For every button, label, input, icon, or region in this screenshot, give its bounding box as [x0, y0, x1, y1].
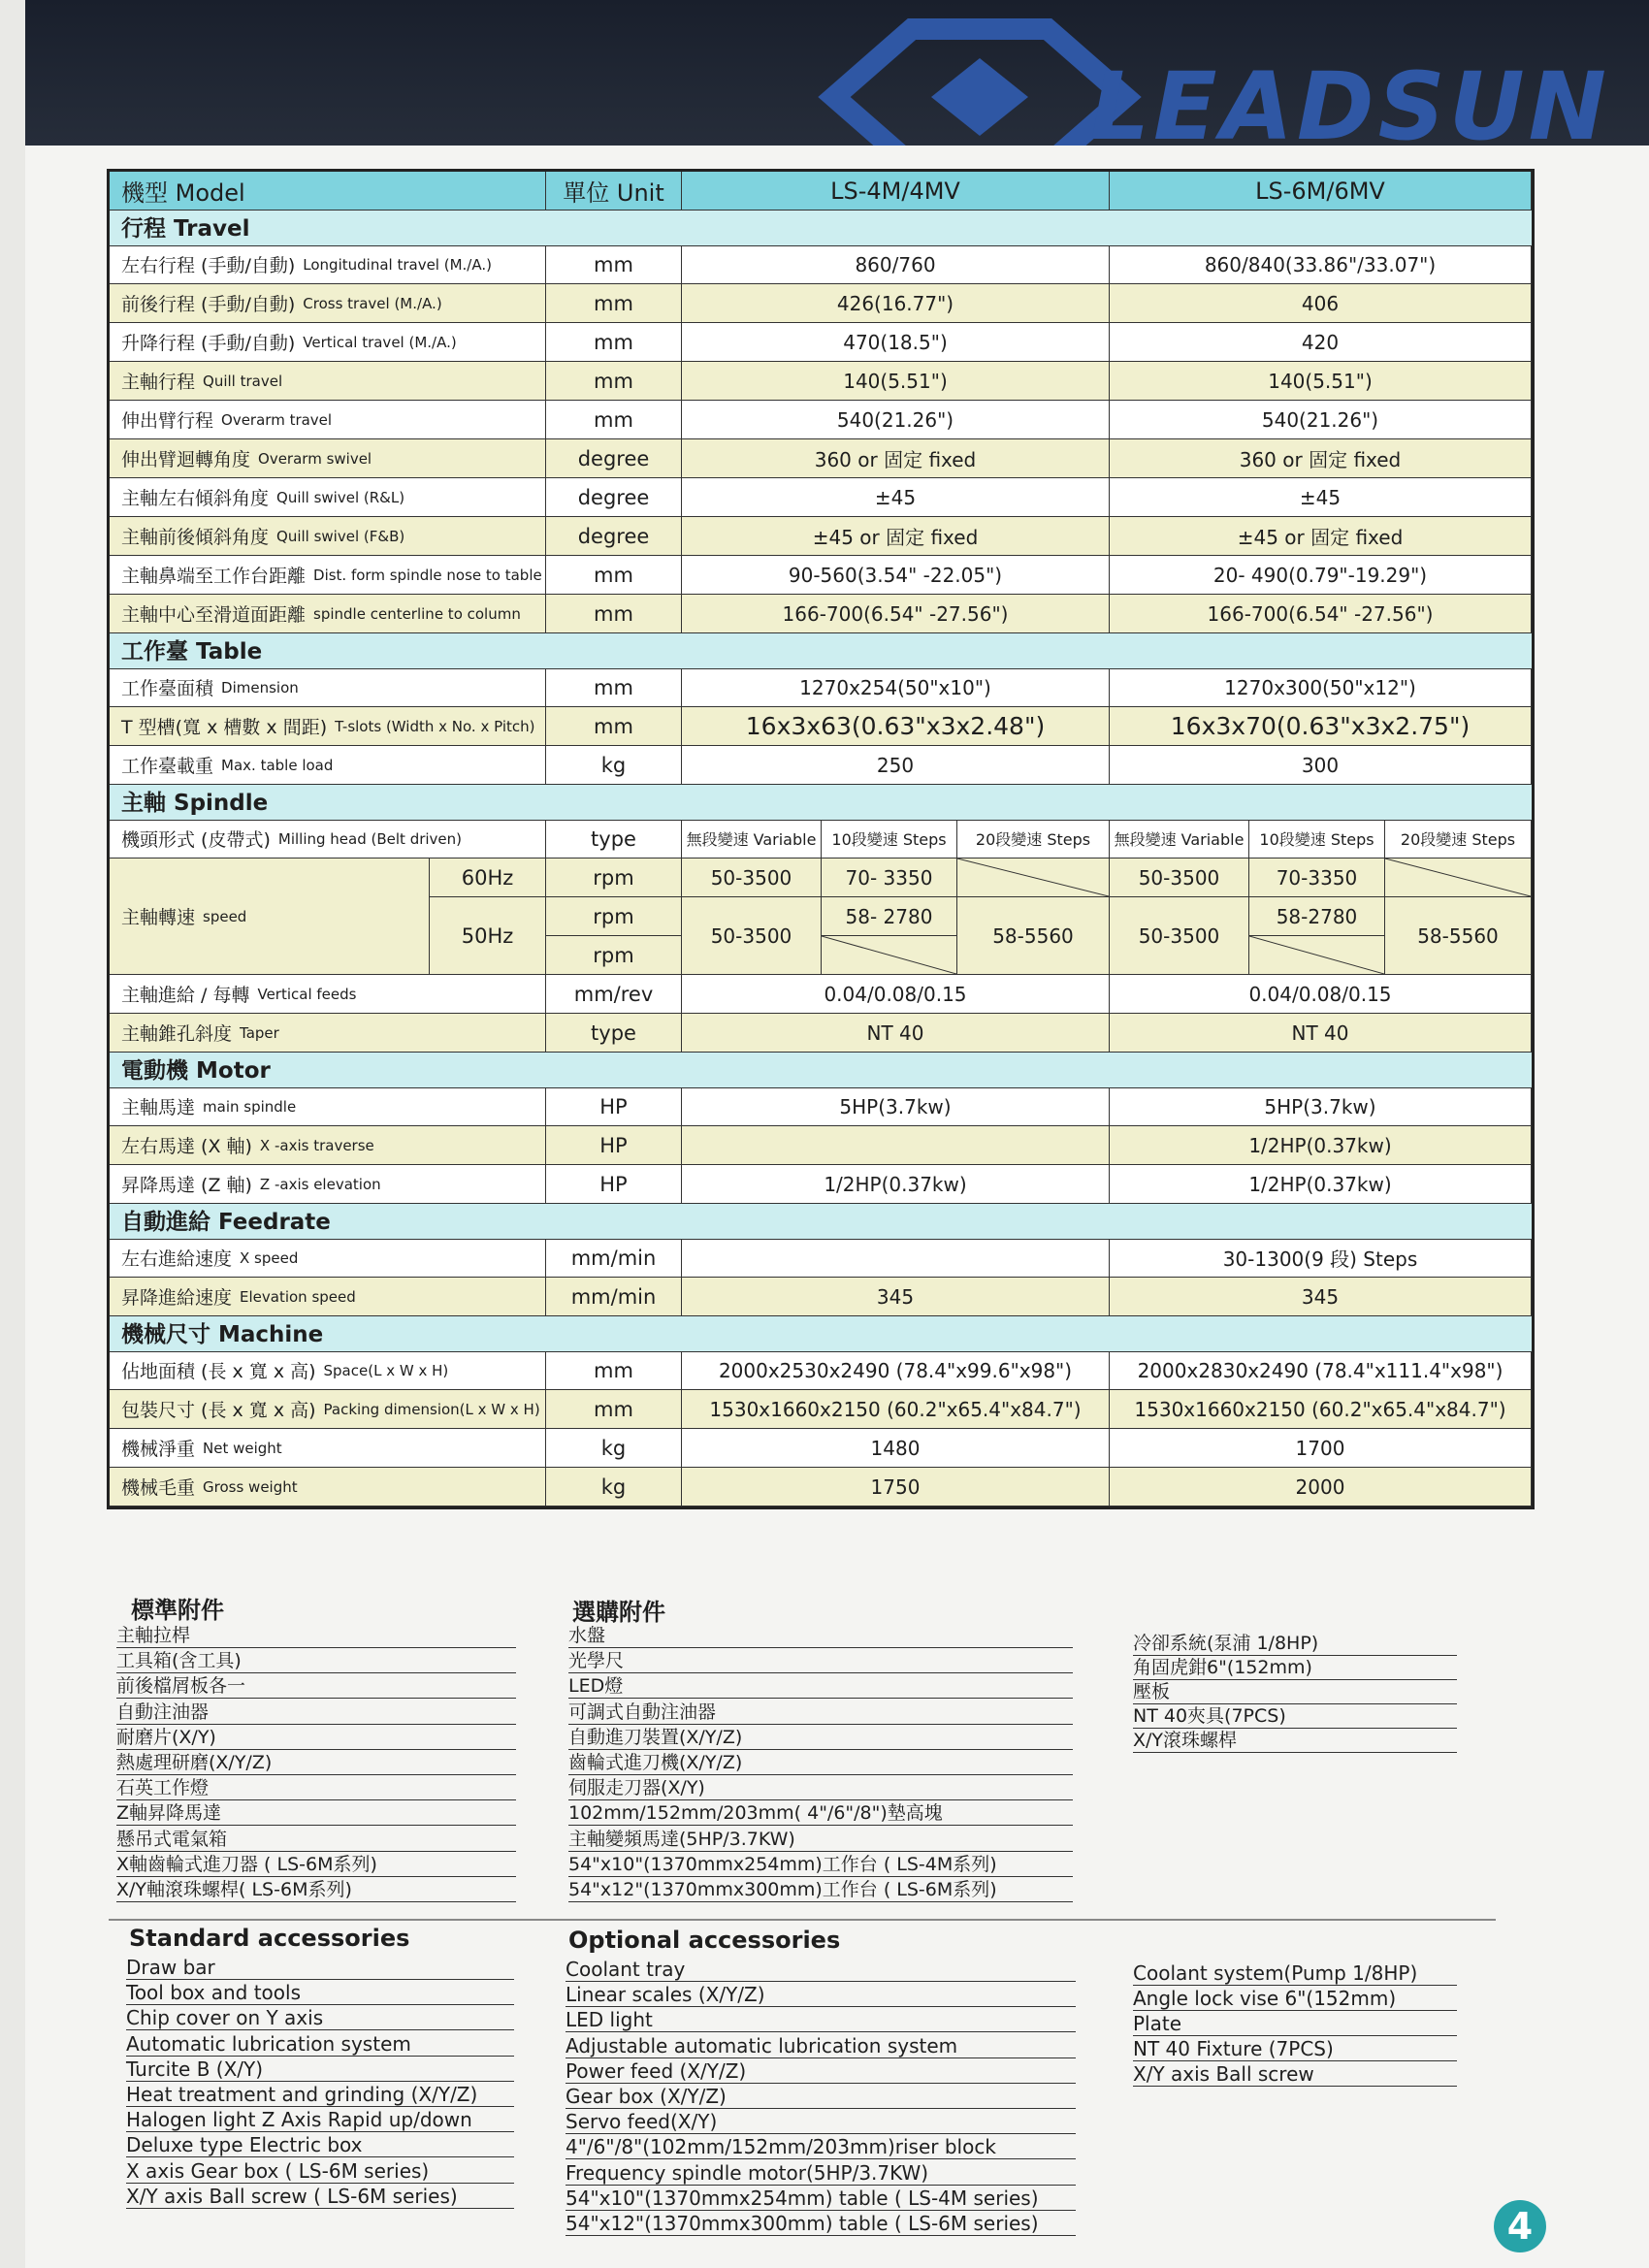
std-acc-zh-item: 懸吊式電氣箱 — [116, 1828, 516, 1852]
spec-label — [110, 668, 546, 707]
spec-row — [110, 439, 1532, 478]
std-acc-zh-item: 前後檔屑板各一 — [116, 1674, 516, 1699]
unit-cell: HP — [546, 1087, 682, 1126]
std-acc-zh-item: X軸齒輪式進刀器 ( LS-6M系列) — [116, 1853, 516, 1877]
spec-label — [110, 1165, 546, 1204]
spec-row — [110, 556, 1532, 595]
spec-label-en: speed — [203, 907, 247, 925]
spec-label-en: Longitudinal travel (M./A.) — [303, 255, 492, 274]
section-title: 自動進給 Feedrate — [121, 1210, 331, 1235]
std-acc-item: Turcite B (X/Y) — [126, 2057, 514, 2082]
spec-label-zh: 主軸左右傾斜角度 — [121, 488, 270, 509]
value-ls6m: 1/2HP(0.37kw) — [1110, 1126, 1532, 1165]
section-title: 主軸 Spindle — [121, 791, 269, 816]
spec-label-en: Taper — [240, 1023, 279, 1042]
empty-cell-slash — [1249, 936, 1384, 974]
std-acc-zh-item: X/Y軸滾珠螺桿( LS-6M系列) — [116, 1878, 516, 1902]
spec-label — [110, 284, 546, 323]
opt-acc-item: Frequency spindle motor(5HP/3.7KW) — [566, 2161, 1076, 2186]
spec-label-zh: 前後行程 (手動/自動) — [121, 294, 296, 315]
opt-acc-zh-item: 伺服走刀器(X/Y) — [568, 1776, 1073, 1800]
hz-60: 60Hz — [430, 859, 546, 897]
spec-row — [110, 1087, 1532, 1126]
spec-label-zh: 主軸錐孔斜度 — [121, 1023, 233, 1045]
spec-label — [110, 478, 546, 517]
speed-50-ls6m-20step: 58-5560 — [1385, 897, 1532, 975]
spec-label-zh: 工作臺載重 — [121, 756, 214, 777]
header-model: 機型 Model — [110, 172, 546, 211]
std-acc-zh-item: 主軸拉桿 — [116, 1624, 516, 1648]
value-ls6m: ±45 or 固定 fixed — [1110, 517, 1532, 556]
header-unit: 單位 Unit — [546, 172, 682, 211]
value-ls4m: 250 — [682, 746, 1110, 785]
value-ls6m: 420 — [1110, 323, 1532, 362]
spindle-head-row — [110, 820, 1532, 859]
std-acc-zh-item: Z軸昇降馬達 — [116, 1801, 516, 1826]
page-number: 4 — [1494, 2200, 1546, 2252]
spec-label — [110, 245, 546, 284]
spec-label — [110, 323, 546, 362]
spec-row — [110, 245, 1532, 284]
spec-label-zh: 機械毛重 — [121, 1477, 196, 1499]
spec-row — [110, 1429, 1532, 1468]
unit-cell: type — [546, 1014, 682, 1053]
spec-row — [110, 517, 1532, 556]
unit-cell: degree — [546, 478, 682, 517]
unit-cell: HP — [546, 1165, 682, 1204]
value-ls4m: ±45 — [682, 478, 1110, 517]
spec-row — [110, 1278, 1532, 1316]
opt-acc-item-extra: Coolant system(Pump 1/8HP) — [1133, 1961, 1457, 1986]
spec-label-zh: 主軸中心至滑道面距離 — [121, 604, 307, 626]
std-acc-item: Automatic lubrication system — [126, 2032, 514, 2057]
std-acc-zh-item: 工具箱(含工具) — [116, 1649, 516, 1673]
opt-acc-zh-item-extra: 壓板 — [1133, 1680, 1457, 1704]
value-ls6m: 166-700(6.54" -27.56") — [1110, 595, 1532, 633]
spec-label — [110, 1239, 546, 1278]
spec-label — [110, 362, 546, 401]
value-ls4m — [682, 1126, 1110, 1165]
opt-acc-zh-item: 主軸變頻馬達(5HP/3.7KW) — [568, 1828, 1073, 1852]
value-ls6m: 360 or 固定 fixed — [1110, 439, 1532, 478]
value-ls4m: ±45 or 固定 fixed — [682, 517, 1110, 556]
rpm-unit: rpm — [546, 897, 682, 936]
section-header — [110, 1316, 1532, 1352]
speed-50-ls4m-10step-empty — [822, 936, 957, 975]
spec-label-en: Quill travel — [203, 372, 283, 390]
section-title: 電動機 Motor — [121, 1058, 271, 1084]
spec-label — [110, 1390, 546, 1429]
value-ls6m: NT 40 — [1110, 1014, 1532, 1053]
opt-acc-zh-item: 54"x10"(1370mmx254mm)工作台 ( LS-4M系列) — [568, 1853, 1073, 1877]
spec-label-zh: 主軸前後傾斜角度 — [121, 527, 270, 548]
value-ls6m: 30-1300(9 段) Steps — [1110, 1239, 1532, 1278]
section-title: 行程 Travel — [121, 216, 250, 242]
speed-50-ls4m-20step: 58-5560 — [957, 897, 1110, 975]
spec-label-en: Vertical feeds — [257, 985, 357, 1003]
spec-label-en: Cross travel (M./A.) — [303, 294, 442, 312]
std-acc-item: Chip cover on Y axis — [126, 2006, 514, 2030]
opt-acc-item: 4"/6"/8"(102mm/152mm/203mm)riser block — [566, 2135, 1076, 2159]
unit-cell: kg — [546, 1429, 682, 1468]
speed-50-ls4m-variable: 50-3500 — [682, 897, 822, 975]
value-ls6m: 20- 490(0.79"-19.29") — [1110, 556, 1532, 595]
spec-label — [110, 746, 546, 785]
opt-acc-zh-item-extra: NT 40夾具(7PCS) — [1133, 1704, 1457, 1729]
spec-label-en: main spindle — [203, 1097, 297, 1116]
opt-acc-item-extra: Plate — [1133, 2012, 1457, 2036]
unit-cell: mm/min — [546, 1278, 682, 1316]
unit-cell: kg — [546, 1468, 682, 1507]
opt-acc-item: Adjustable automatic lubrication system — [566, 2034, 1076, 2058]
spec-row — [110, 975, 1532, 1014]
value-ls4m: 1/2HP(0.37kw) — [682, 1165, 1110, 1204]
value-ls6m: 300 — [1110, 746, 1532, 785]
opt-acc-item: Coolant tray — [566, 1958, 1076, 1982]
speed-60-ls4m-20step — [957, 859, 1110, 897]
opt-acc-zh-item: 54"x12"(1370mmx300mm)工作台 ( LS-6M系列) — [568, 1878, 1073, 1902]
rpm-unit: rpm — [546, 936, 682, 975]
spec-label-zh: 左右進給速度 — [121, 1248, 233, 1270]
value-ls4m: 166-700(6.54" -27.56") — [682, 595, 1110, 633]
spec-label-zh: 主軸鼻端至工作台距離 — [121, 566, 307, 587]
spec-row — [110, 362, 1532, 401]
std-acc-zh-item: 自動注油器 — [116, 1701, 516, 1725]
opt-acc-zh-item: 齒輪式進刀機(X/Y/Z) — [568, 1751, 1073, 1775]
opt-acc-item: Gear box (X/Y/Z) — [566, 2085, 1076, 2109]
spec-label-zh: 左右馬達 (X 軸) — [121, 1136, 252, 1157]
value-ls6m: 540(21.26") — [1110, 401, 1532, 439]
spec-label — [110, 595, 546, 633]
unit-cell: mm — [546, 284, 682, 323]
value-ls4m: NT 40 — [682, 1014, 1110, 1053]
value-ls4m: 140(5.51") — [682, 362, 1110, 401]
opt-acc-item: 54"x10"(1370mmx254mm) table ( LS-4M series) — [566, 2187, 1076, 2211]
spec-row — [110, 1014, 1532, 1053]
rpm-unit: rpm — [546, 859, 682, 897]
spindle-type-5: 20段變速 Steps — [1385, 820, 1532, 859]
value-ls4m: 360 or 固定 fixed — [682, 439, 1110, 478]
spec-label — [110, 401, 546, 439]
spec-label-en: Net weight — [203, 1439, 282, 1457]
empty-cell-slash — [957, 859, 1109, 896]
spec-label — [110, 859, 430, 975]
value-ls6m: 5HP(3.7kw) — [1110, 1087, 1532, 1126]
empty-cell-slash — [1385, 859, 1531, 896]
spec-label-zh: 伸出臂行程 — [121, 410, 214, 432]
brand-header — [25, 0, 1649, 161]
spec-label-zh: 工作臺面積 — [121, 678, 214, 699]
unit-cell: mm — [546, 1351, 682, 1390]
opt-acc-zh-item-extra: 角固虎鉗6"(152mm) — [1133, 1656, 1457, 1680]
value-ls6m: 2000x2830x2490 (78.4"x111.4"x98") — [1110, 1351, 1532, 1390]
spec-label-en: Quill swivel (F&B) — [276, 527, 405, 545]
value-ls6m: 1/2HP(0.37kw) — [1110, 1165, 1532, 1204]
spindle-type-2: 20段變速 Steps — [957, 820, 1110, 859]
spec-label-zh: 昇降進給速度 — [121, 1287, 233, 1309]
std-acc-item: X axis Gear box ( LS-6M series) — [126, 2159, 514, 2184]
opt-acc-item: LED light — [566, 2008, 1076, 2032]
unit-cell: mm — [546, 362, 682, 401]
value-ls4m — [682, 1239, 1110, 1278]
std-acc-item: X/Y axis Ball screw ( LS-6M series) — [126, 2185, 514, 2209]
brand-name: LEADSUN — [1089, 52, 1610, 161]
unit-cell: degree — [546, 517, 682, 556]
section-divider — [109, 1919, 1496, 1921]
section-header — [110, 633, 1532, 669]
spec-label-en: Gross weight — [203, 1477, 298, 1496]
spec-label — [110, 439, 546, 478]
value-ls6m: 1700 — [1110, 1429, 1532, 1468]
value-ls6m: 16x3x70(0.63"x3x2.75") — [1110, 707, 1532, 746]
value-ls4m: 470(18.5") — [682, 323, 1110, 362]
unit-cell: mm — [546, 245, 682, 284]
section-header — [110, 785, 1532, 821]
unit-cell: degree — [546, 439, 682, 478]
spec-label-zh: 主軸行程 — [121, 372, 196, 393]
spec-row — [110, 478, 1532, 517]
unit-cell: HP — [546, 1126, 682, 1165]
header-ls4m: LS-4M/4MV — [682, 172, 1110, 211]
value-ls4m: 2000x2530x2490 (78.4"x99.6"x98") — [682, 1351, 1110, 1390]
table-header — [110, 172, 1532, 211]
spec-label-en: Elevation speed — [240, 1287, 356, 1306]
spec-label-zh: T 型槽(寬 x 槽數 x 間距) — [121, 717, 328, 738]
spec-label-en: Dimension — [221, 678, 299, 697]
value-ls6m: 860/840(33.86"/33.07") — [1110, 245, 1532, 284]
spec-row — [110, 1239, 1532, 1278]
unit-cell: mm — [546, 556, 682, 595]
value-ls6m: 2000 — [1110, 1468, 1532, 1507]
value-ls6m: 1270x300(50"x12") — [1110, 668, 1532, 707]
speed-50-ls4m-10step: 58- 2780 — [822, 897, 957, 936]
spec-label-en: Overarm travel — [221, 410, 333, 429]
spec-label-en: T-slots (Width x No. x Pitch) — [335, 717, 535, 735]
spec-label-zh: 主軸馬達 — [121, 1097, 196, 1118]
spec-label — [110, 1087, 546, 1126]
spec-label — [110, 1351, 546, 1390]
value-ls4m: 1480 — [682, 1429, 1110, 1468]
value-ls6m: 1530x1660x2150 (60.2"x65.4"x84.7") — [1110, 1390, 1532, 1429]
value-ls6m: 0.04/0.08/0.15 — [1110, 975, 1532, 1014]
optional-accessories-zh-title: 選購附件 — [572, 1599, 665, 1626]
spec-label-zh: 主軸轉速 — [121, 907, 196, 928]
spec-row — [110, 1390, 1532, 1429]
value-ls6m: ±45 — [1110, 478, 1532, 517]
spec-row — [110, 746, 1532, 785]
hz-50: 50Hz — [430, 897, 546, 975]
empty-cell-slash — [822, 936, 956, 974]
section-title: 機械尺寸 Machine — [121, 1322, 324, 1347]
value-ls4m: 5HP(3.7kw) — [682, 1087, 1110, 1126]
opt-acc-zh-item-extra: X/Y滾珠螺桿 — [1133, 1729, 1457, 1753]
speed-60-ls4m-10step: 70- 3350 — [822, 859, 957, 897]
section-title: 工作臺 Table — [121, 639, 263, 664]
value-ls4m: 90-560(3.54" -22.05") — [682, 556, 1110, 595]
spec-label — [110, 1429, 546, 1468]
std-acc-item: Tool box and tools — [126, 1981, 514, 2005]
spec-label-zh: 佔地面積 (長 x 寬 x 高) — [121, 1361, 316, 1382]
value-ls6m: 345 — [1110, 1278, 1532, 1316]
section-header — [110, 211, 1532, 246]
unit-cell: mm — [546, 323, 682, 362]
spec-label-zh: 機械淨重 — [121, 1439, 196, 1460]
spec-row — [110, 1468, 1532, 1507]
spec-label — [110, 1468, 546, 1507]
opt-acc-item: Power feed (X/Y/Z) — [566, 2059, 1076, 2084]
unit-cell: mm — [546, 1390, 682, 1429]
opt-acc-item: Linear scales (X/Y/Z) — [566, 1983, 1076, 2007]
spindle-type-0: 無段變速 Variable — [682, 820, 822, 859]
speed-50-ls6m-10step: 58-2780 — [1249, 897, 1385, 936]
spec-label-zh: 機頭形式 (皮帶式) — [121, 829, 271, 851]
speed-50-ls6m-variable: 50-3500 — [1110, 897, 1249, 975]
speed-60-ls4m-variable: 50-3500 — [682, 859, 822, 897]
spec-label-en: Quill swivel (R&L) — [276, 488, 405, 506]
spindle-speed-block — [110, 859, 1532, 975]
unit-cell: kg — [546, 746, 682, 785]
spec-label-zh: 包裝尺寸 (長 x 寬 x 高) — [121, 1400, 316, 1421]
spec-label-en: X -axis traverse — [259, 1136, 374, 1154]
spec-label-en: Z -axis elevation — [259, 1175, 381, 1193]
spec-label — [110, 975, 546, 1014]
spec-row — [110, 668, 1532, 707]
speed-60-ls6m-variable: 50-3500 — [1110, 859, 1249, 897]
spec-label-zh: 主軸進給 / 每轉 — [121, 985, 250, 1006]
standard-accessories-title: Standard accessories — [129, 1925, 410, 1952]
speed-50-ls6m-10step-empty — [1249, 936, 1385, 975]
speed-60-ls6m-20step — [1385, 859, 1532, 897]
spec-row — [110, 1165, 1532, 1204]
opt-acc-item: 54"x12"(1370mmx300mm) table ( LS-6M series) — [566, 2212, 1076, 2236]
opt-acc-item-extra: NT 40 Fixture (7PCS) — [1133, 2037, 1457, 2061]
section-header — [110, 1204, 1532, 1240]
page-edge — [0, 0, 25, 2268]
unit-cell: mm/min — [546, 1239, 682, 1278]
spec-label-en: spindle centerline to column — [313, 604, 521, 623]
opt-acc-zh-item: 可調式自動注油器 — [568, 1701, 1073, 1725]
std-acc-zh-item: 熱處理研磨(X/Y/Z) — [116, 1751, 516, 1775]
unit-cell: type — [546, 820, 682, 859]
value-ls4m: 426(16.77") — [682, 284, 1110, 323]
spec-label-en: Vertical travel (M./A.) — [303, 333, 457, 351]
value-ls6m: 406 — [1110, 284, 1532, 323]
spec-label — [110, 1014, 546, 1053]
spec-row — [110, 323, 1532, 362]
speed-60-ls6m-10step: 70-3350 — [1249, 859, 1385, 897]
spec-label — [110, 1278, 546, 1316]
spec-row — [110, 401, 1532, 439]
value-ls4m: 1270x254(50"x10") — [682, 668, 1110, 707]
optional-accessories-title: Optional accessories — [568, 1927, 841, 1954]
spec-label-zh: 昇降馬達 (Z 軸) — [121, 1175, 252, 1196]
opt-acc-item-extra: X/Y axis Ball screw — [1133, 2062, 1457, 2087]
value-ls4m: 0.04/0.08/0.15 — [682, 975, 1110, 1014]
opt-acc-zh-item: 水盤 — [568, 1624, 1073, 1648]
section-header — [110, 1053, 1532, 1088]
value-ls4m: 1530x1660x2150 (60.2"x65.4"x84.7") — [682, 1390, 1110, 1429]
spec-row — [110, 284, 1532, 323]
unit-cell: mm — [546, 595, 682, 633]
spindle-type-1: 10段變速 Steps — [822, 820, 957, 859]
spec-row — [110, 595, 1532, 633]
opt-acc-zh-item: 自動進刀裝置(X/Y/Z) — [568, 1726, 1073, 1750]
spindle-type-3: 無段變速 Variable — [1110, 820, 1249, 859]
opt-acc-zh-item: 102mm/152mm/203mm( 4"/6"/8")墊高塊 — [568, 1801, 1073, 1826]
spec-label-zh: 升降行程 (手動/自動) — [121, 333, 296, 354]
std-acc-zh-item: 耐磨片(X/Y) — [116, 1726, 516, 1750]
spec-label-en: Packing dimension(L x W x H) — [323, 1400, 540, 1418]
spec-label — [110, 556, 546, 595]
opt-acc-zh-item-extra: 冷卻系統(泵浦 1/8HP) — [1133, 1632, 1457, 1656]
spec-label-en: Max. table load — [221, 756, 334, 774]
spec-row — [110, 1351, 1532, 1390]
opt-acc-zh-item: 光學尺 — [568, 1649, 1073, 1673]
unit-cell: mm — [546, 707, 682, 746]
unit-cell: mm — [546, 668, 682, 707]
std-acc-item: Deluxe type Electric box — [126, 2133, 514, 2157]
spec-label-en: Space(L x W x H) — [323, 1361, 449, 1379]
value-ls4m: 1750 — [682, 1468, 1110, 1507]
value-ls4m: 16x3x63(0.63"x3x2.48") — [682, 707, 1110, 746]
spec-row — [110, 707, 1532, 746]
opt-acc-item: Servo feed(X/Y) — [566, 2110, 1076, 2134]
spindle-type-4: 10段變速 Steps — [1249, 820, 1385, 859]
spec-label-en: Overarm swivel — [258, 449, 372, 468]
value-ls6m: 140(5.51") — [1110, 362, 1532, 401]
spec-label — [110, 707, 546, 746]
spec-label-en: Milling head (Belt driven) — [277, 829, 463, 848]
std-acc-item: Heat treatment and grinding (X/Y/Z) — [126, 2083, 514, 2107]
header-ls6m: LS-6M/6MV — [1110, 172, 1532, 211]
value-ls4m: 860/760 — [682, 245, 1110, 284]
spec-label — [110, 820, 546, 859]
unit-cell: mm/rev — [546, 975, 682, 1014]
spec-row — [110, 1126, 1532, 1165]
value-ls4m: 345 — [682, 1278, 1110, 1316]
std-acc-zh-item: 石英工作燈 — [116, 1776, 516, 1800]
spec-label-en: X speed — [240, 1248, 299, 1267]
opt-acc-item-extra: Angle lock vise 6"(152mm) — [1133, 1987, 1457, 2011]
spec-label-zh: 伸出臂迴轉角度 — [121, 449, 251, 470]
standard-accessories-zh-title: 標準附件 — [131, 1597, 224, 1624]
spec-label-zh: 左右行程 (手動/自動) — [121, 255, 296, 276]
value-ls4m: 540(21.26") — [682, 401, 1110, 439]
spec-label — [110, 517, 546, 556]
spec-table — [107, 169, 1535, 1509]
opt-acc-zh-item: LED燈 — [568, 1674, 1073, 1699]
spec-label-en: Dist. form spindle nose to table — [313, 566, 542, 584]
std-acc-item: Halogen light Z Axis Rapid up/down — [126, 2108, 514, 2132]
spec-label — [110, 1126, 546, 1165]
std-acc-item: Draw bar — [126, 1956, 514, 1980]
unit-cell: mm — [546, 401, 682, 439]
